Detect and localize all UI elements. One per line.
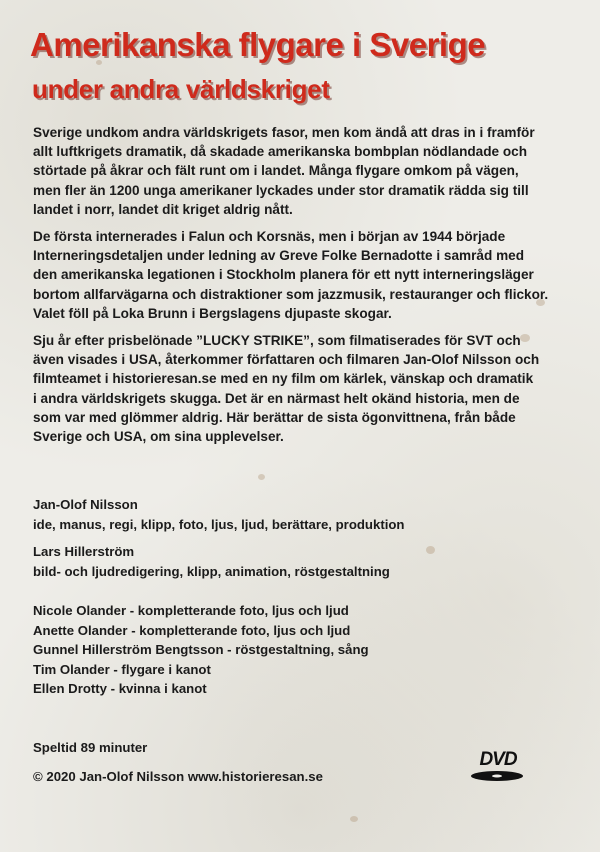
dvd-logo-icon xyxy=(470,746,526,784)
credit-line: Nicole Olander - kompletterande foto, ljus och ljud xyxy=(33,603,349,618)
text-line: men fler än 1200 unga amerikaner lyckades under stor dramatik rädda sig till xyxy=(33,182,529,198)
paper-speck xyxy=(258,474,265,480)
runtime: Speltid 89 minuter xyxy=(33,740,148,755)
text-line: även visades i USA, återkommer författaren och filmaren Jan-Olof Nilsson och xyxy=(33,352,540,368)
text-line: i andra världskrigets skugga. Det är en närmast helt okänd historia, men de xyxy=(33,390,520,406)
credit-name: Jan-Olof Nilsson xyxy=(33,497,138,512)
dvd-logo-text: DVD xyxy=(479,749,517,770)
copyright: © 2020 Jan-Olof Nilsson www.historieresan.se xyxy=(33,769,323,784)
text-line: bortom allfarvägarna och distraktioner som jazzmusik, restauranger och flickor. xyxy=(33,286,549,302)
text-line: Sverige undkom andra världskrigets fasor, men kom ändå att dras in i framför xyxy=(33,125,535,140)
credit-line: Tim Olander - flygare i kanot xyxy=(33,661,211,677)
additional-credits xyxy=(33,601,369,699)
text-line: Valet föll på Loka Brunn i Bergslagens djupaste skogar. xyxy=(33,305,392,321)
text-line: Sverige och USA, om sina upplevelser. xyxy=(33,429,284,445)
text-line: Sju år efter prisbelönade ”LUCKY STRIKE”, som filmatiserades för SVT och xyxy=(33,333,521,348)
text-line: den amerikanska legationen i Stockholm planera för ett nytt interneringsläger xyxy=(33,267,534,283)
credit-role: ide, manus, regi, klipp, foto, ljus, ljud, berättare, produktion xyxy=(33,516,405,532)
dvd-disc-hole xyxy=(492,775,502,778)
credit-block-2 xyxy=(33,542,390,581)
credit-line: Gunnel Hillerström Bengtsson - röstgestaltning, sång xyxy=(33,642,369,657)
credit-name: Lars Hillerström xyxy=(33,544,135,559)
description-paragraph-1 xyxy=(33,123,573,219)
text-line: landet i norr, landet dit kriget aldrig nått. xyxy=(33,201,293,217)
text-line: störtade på åkrar och fält runt om i landet. Många flygare omkom på vägen, xyxy=(33,163,519,179)
text-line: som var med glömmer aldrig. Här berättar de sista ögonvittnena, från både xyxy=(33,409,516,425)
description-paragraph-3 xyxy=(33,331,573,446)
description-paragraph-2 xyxy=(33,227,573,323)
paper-speck xyxy=(350,816,358,822)
credit-role: bild- och ljudredigering, klipp, animation, röstgestaltning xyxy=(33,563,390,579)
paper-speck xyxy=(426,546,435,554)
credit-block-1 xyxy=(33,495,405,534)
text-line: filmteamet i historieresan.se med en ny film om kärlek, vänskap och dramatik xyxy=(33,371,534,387)
credit-line: Ellen Drotty - kvinna i kanot xyxy=(33,681,207,696)
credit-line: Anette Olander - kompletterande foto, ljus och ljud xyxy=(33,622,351,638)
text-line: Interneringsdetaljen under ledning av Greve Folke Bernadotte i samråd med xyxy=(33,248,525,264)
text-line: allt luftkrigets dramatik, då skadade amerikanska bombplan nödlandade och xyxy=(33,144,528,160)
page-title: Amerikanska flygare i Sverige xyxy=(30,26,486,63)
text-line: De första internerades i Falun och Korsnäs, men i början av 1944 började xyxy=(33,229,506,244)
page-subtitle: under andra världskriget xyxy=(32,74,330,104)
